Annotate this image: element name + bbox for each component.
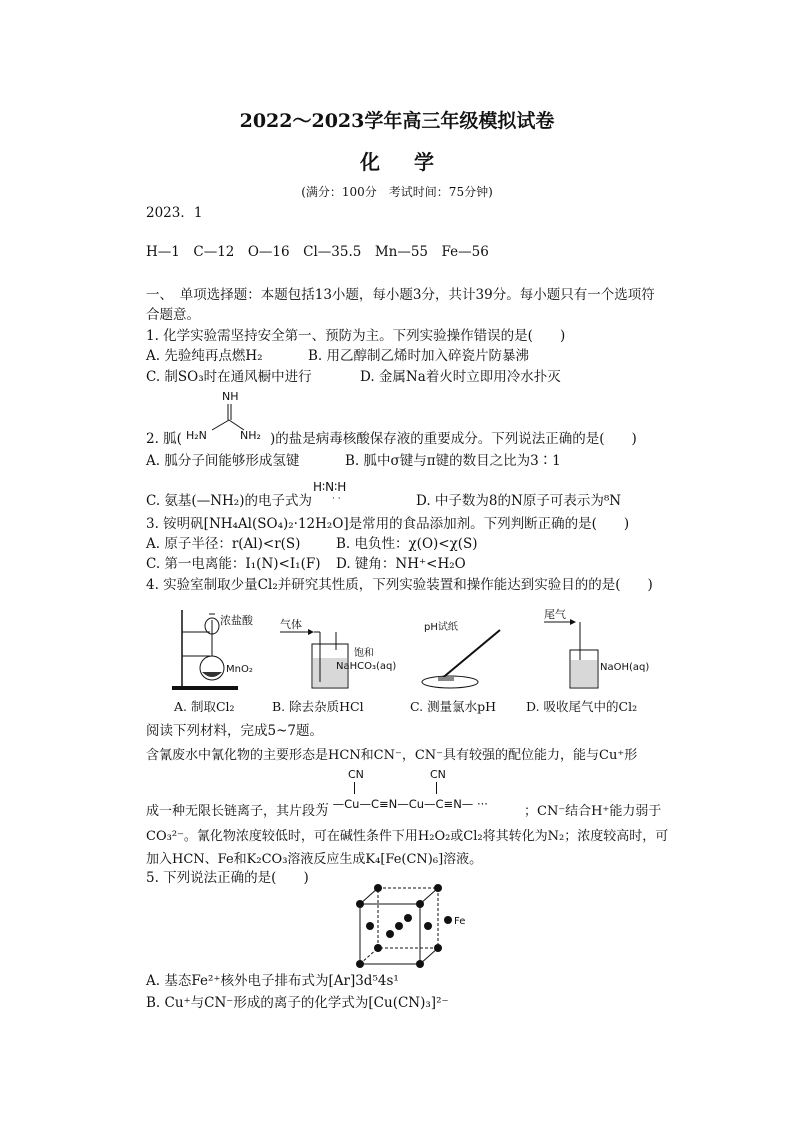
label-mno2: MnO₂ — [226, 664, 253, 675]
q3-option-a: A. 原子半径：r(Al)<r(S) — [146, 536, 301, 552]
apparatus-d — [544, 607, 649, 688]
q3-option-c: C. 第一电离能：I₁(N)<I₁(F) — [146, 556, 321, 572]
q4-stem: 4. 实验室制取少量Cl₂并研究其性质，下列实验装置和操作能达到实验目的的是( ) — [146, 577, 653, 593]
q5-option-b: B. Cu⁺与CN⁻形成的离子的化学式为[Cu(CN)₃]²⁻ — [146, 995, 449, 1011]
amino-electron-formula: H∶N∶H — [313, 480, 347, 494]
struct-nh: NH — [222, 390, 239, 403]
reading-intro: 阅读下列材料，完成5~7题。 — [146, 723, 323, 739]
fe-label: Fe — [454, 916, 466, 927]
label-nahco3: NaHCO₃(aq) — [336, 661, 397, 672]
label-ph-paper: pH试纸 — [424, 622, 458, 633]
q3-option-d: D. 键角：NH⁺<H₂O — [336, 556, 466, 572]
struct-h2n: H₂N — [186, 429, 207, 442]
q4-caption-c: C. 测量氯水pH — [410, 699, 496, 714]
section-heading: 一、 单项选择题：本题包括13小题，每小题3分，共计39分。每小题只有一个选项符 — [146, 287, 655, 303]
chain-bond-2 — [436, 782, 437, 794]
label-gas: 气体 — [280, 618, 302, 631]
reading-p3: CO₃²⁻。氰化物浓度较低时，可在碱性条件下用H₂O₂或Cl₂将其转化为N₂；浓度较高时，可 — [146, 829, 669, 844]
fe-unit-cell — [356, 882, 466, 968]
q2-option-a: A. 胍分子间能够形成氢键 — [146, 453, 300, 469]
q2-option-b: B. 胍中σ键与π键的数目之比为3∶1 — [345, 453, 561, 469]
exam-date: 2023．1 — [146, 205, 203, 221]
q2-option-c: C. 氨基(—NH₂)的电子式为 — [146, 493, 312, 509]
q4-caption-b: B. 除去杂质HCl — [272, 699, 364, 714]
q4-caption-d: D. 吸收尾气中的Cl₂ — [526, 699, 638, 714]
label-saturated: 饱和 — [354, 648, 374, 659]
chain-cn-2: CN — [430, 768, 446, 781]
subject-title: 化学 — [360, 150, 468, 174]
label-conc-hcl: 浓盐酸 — [220, 614, 253, 627]
apparatus-a — [172, 610, 254, 690]
q1-option-a: A. 先验纯再点燃H₂ — [146, 348, 263, 364]
q5-option-a: A. 基态Fe²⁺核外电子排布式为[Ar]3d⁵4s¹ — [146, 973, 399, 989]
reading-p2-pre: 成一种无限长链离子，其片段为 — [146, 804, 329, 819]
exam-meta: (满分：100分 考试时间：75分钟) — [301, 185, 493, 199]
amino-lone-pair-dots: · · — [332, 494, 341, 504]
struct-nh2: NH₂ — [240, 429, 261, 442]
exam-title: 2022～2023学年高三年级模拟试卷 — [239, 110, 555, 132]
q3-stem: 3. 铵明矾[NH₄Al(SO₄)₂·12H₂O]是常用的食品添加剂。下列判断正确的是( ) — [146, 516, 630, 532]
section-heading-cont: 合题意。 — [146, 307, 200, 323]
label-tail-gas: 尾气 — [544, 608, 566, 621]
q5-stem: 5. 下列说法正确的是( ) — [146, 870, 309, 886]
q1-stem: 1. 化学实验需坚持安全第一、预防为主。下列实验操作错误的是( ) — [146, 328, 566, 344]
q1-option-c: C. 制SO₃时在通风橱中进行 — [146, 369, 312, 385]
q1-option-d: D. 金属Na着火时立即用冷水扑灭 — [360, 369, 561, 385]
atomic-masses: H—1 C—12 O—16 Cl—35.5 Mn—55 Fe—56 — [146, 244, 489, 260]
reading-p2-post: ；CN⁻结合H⁺能力弱于 — [524, 804, 662, 819]
chain-bond-1 — [354, 782, 355, 794]
q4-caption-a: A. 制取Cl₂ — [174, 699, 235, 714]
reading-p1: 含氰废水中氰化物的主要形态是HCN和CN⁻，CN⁻具有较强的配位能力，能与Cu⁺形 — [146, 748, 638, 763]
chain-fragment: ··· —Cu—C≡N—Cu—C≡N— ··· — [318, 797, 488, 811]
apparatus-c — [422, 621, 500, 688]
label-naoh: NaOH(aq) — [600, 662, 650, 673]
q2-stem-pre: 2. 胍( — [146, 431, 182, 447]
reading-p4: 加入HCN、Fe和K₂CO₃溶液反应生成K₄[Fe(CN)₆]溶液。 — [146, 852, 483, 867]
apparatus-b — [280, 617, 396, 688]
chain-cn-1: CN — [348, 768, 364, 781]
q2-stem-post: )的盐是病毒核酸保存液的重要成分。下列说法正确的是( ) — [270, 431, 637, 447]
q2-option-d: D. 中子数为8的N原子可表示为⁸N — [416, 493, 622, 509]
q1-option-b: B. 用乙醇制乙烯时加入碎瓷片防暴沸 — [308, 348, 530, 364]
guanidine-structure — [182, 386, 272, 446]
q3-option-b: B. 电负性：χ(O)<χ(S) — [336, 536, 478, 552]
q4-apparatus-figure — [160, 600, 670, 695]
